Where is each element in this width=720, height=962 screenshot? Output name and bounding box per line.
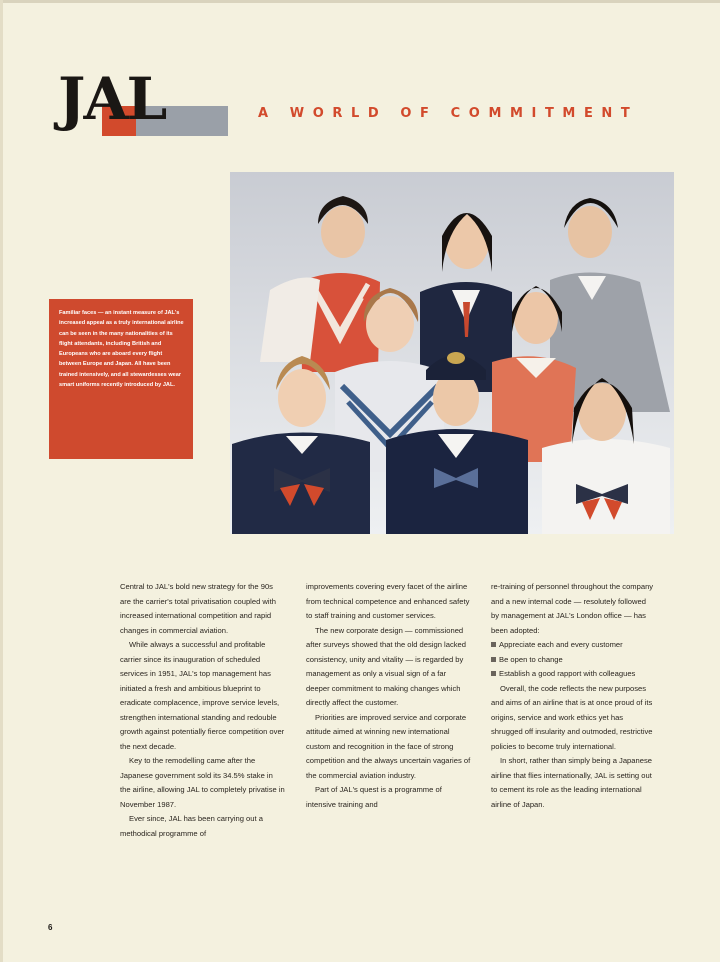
page-edge [0,0,720,3]
paragraph: The new corporate design — commissioned after surveys showed that the old design lacked consistency, unity and vitality — is regarded by management as only a visual sign of a far deeper commitment to making changes which directly affect the customer. [306,625,466,707]
portrait-illustration [230,172,674,534]
code-list-text: Establish a good rapport with colleagues [499,669,636,678]
paragraph: Priorities are improved service and corporate attitude aimed at winning new international custom and recognition in the face of strong competition and the always uncertain vagaries of the commercial aviation industry. [306,712,471,780]
body-column-1 [120,580,285,841]
page-number: 6 [48,923,53,932]
body-column-2 [306,580,471,812]
paragraph: re-training of personnel throughout the company and a new internal code — resolutely followed by management at JAL's London office — has been adopted: [491,582,654,635]
paragraph: Overall, the code reflects the new purposes and aims of an airline that is at once proud of its origins, service and work ethics yet has shrugged off insularity and outmoded, restrictive policies to become truly international. [491,683,653,751]
paragraph: improvements covering every facet of the airline from technical competence and enhanced safety to staff training and customer services. [306,582,470,620]
paragraph: In short, rather than simply being a Japanese airline that flies internationally, JAL is setting out to cement its role as the leading international airline of Japan. [491,756,652,809]
group-photo [230,172,674,534]
bullet-square-icon [491,657,496,662]
paragraph: While always a successful and profitable carrier since its inauguration of scheduled services in 1951, JAL's top management has initiated a fresh and ambitious blueprint to eradicate complacence, improve service levels, strengthen international standing and redouble growth against potentially fierce competition over the next decade. [120,640,285,751]
code-list-item [491,667,656,682]
page-headline: A WORLD OF COMMITMENT [258,106,639,121]
paragraph: Key to the remodelling came after the Japanese government sold its 34.5% stake in the airline, allowing JAL to completely privatise in November 1987. [120,756,285,809]
code-list-text: Be open to change [499,654,563,664]
code-list-item [491,653,656,668]
jal-logo [58,65,230,136]
bullet-square-icon [491,671,496,676]
paragraph: Part of JAL's quest is a programme of intensive training and [306,785,442,809]
code-list-text: Appreciate each and every customer [499,640,623,649]
bullet-square-icon [491,642,496,647]
body-column-3 [491,580,656,812]
paragraph: Central to JAL's bold new strategy for the 90s are the carrier's total privatisation coupled with increased international competition and rapid changes in commercial aviation. [120,582,276,635]
code-list-item [491,638,656,653]
page-edge [0,0,3,962]
photo-caption: Familiar faces — an instant measure of JAL's increased appeal as a truly international airline can be seen in the many nationalities of its flight attendants, including British and Europeans who are aboard every flight between Europe and Japan. All have been trained intensively, and all stewardesses wear smart uniforms recently introduced by JAL. [49,299,193,459]
logo-text: JAL [58,65,166,133]
paragraph: Ever since, JAL has been carrying out a methodical programme of [120,814,263,838]
